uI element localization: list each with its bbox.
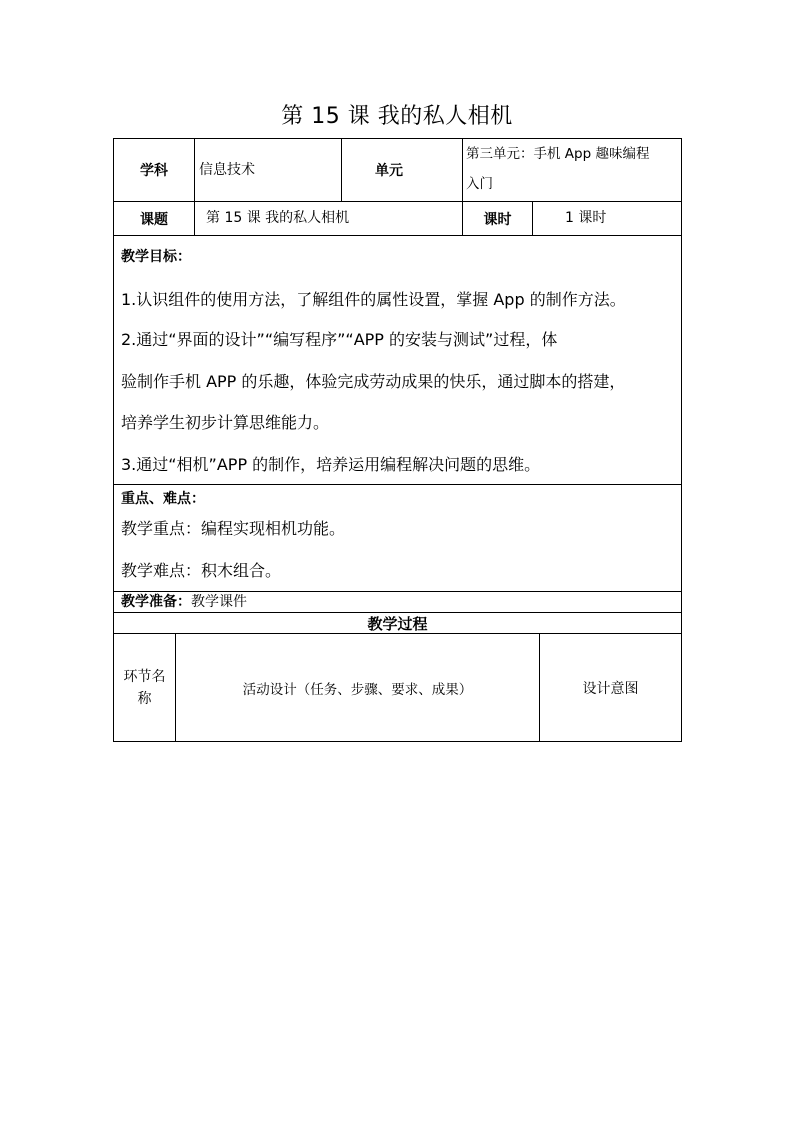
subject-value: 信息技术 (199, 162, 255, 178)
preparation-label: 教学准备： (121, 594, 191, 610)
preparation-value: 教学课件 (191, 594, 247, 610)
preparation-row (121, 593, 247, 611)
objective-line: 3.通过“相机”APP 的制作，培养运用编程解决问题的思维。 (121, 455, 541, 474)
unit-label: 单元 (375, 163, 403, 179)
objective-line: 1.认识组件的使用方法，了解组件的属性设置，掌握 App 的制作方法。 (121, 290, 626, 309)
objective-line: 培养学生初步计算思维能力。 (121, 413, 330, 432)
objective-line: 验制作手机 APP 的乐趣，体验完成劳动成果的快乐，通过脚本的搭建， (121, 372, 626, 391)
row-divider-2 (113, 235, 682, 236)
lesson-label: 课题 (140, 211, 168, 228)
page-title: 第 15 课 我的私人相机 (281, 104, 513, 129)
unit-value-line1: 第三单元：手机 App 趣味编程 (466, 146, 650, 162)
table-right-border (681, 138, 682, 742)
subject-label: 学科 (140, 163, 168, 179)
objectives-heading: 教学目标： (121, 249, 191, 265)
process-col-stage-line2: 称 (137, 690, 152, 707)
row1-divider-c (462, 138, 463, 202)
row2-divider-a (194, 201, 195, 236)
row-divider-1 (113, 201, 682, 202)
row2-divider-c (532, 201, 533, 236)
objective-line: 2.通过“界面的设计”“编写程序”“APP 的安装与测试”过程，体 (121, 330, 558, 349)
process-col-intent: 设计意图 (582, 680, 639, 697)
hours-label: 课时 (483, 211, 512, 228)
process-col-stage (114, 634, 175, 741)
lesson-value: 第 15 课 我的私人相机 (206, 210, 350, 226)
key-points-heading: 重点、难点： (121, 491, 205, 507)
row1-divider-a (194, 138, 195, 202)
process-heading: 教学过程 (367, 614, 428, 633)
difficult-point-line: 教学难点：积木组合。 (121, 561, 282, 580)
row-divider-3 (113, 484, 682, 485)
row-divider-4 (113, 591, 682, 592)
unit-value-line2: 入门 (466, 176, 493, 192)
process-col-activity: 活动设计（任务、步骤、要求、成果） (242, 681, 473, 698)
process-col-stage-line1: 环节名 (123, 668, 166, 685)
key-point-line: 教学重点：编程实现相机功能。 (121, 519, 346, 538)
table-bottom-border (113, 741, 682, 742)
hours-value: 1 课时 (565, 210, 607, 226)
